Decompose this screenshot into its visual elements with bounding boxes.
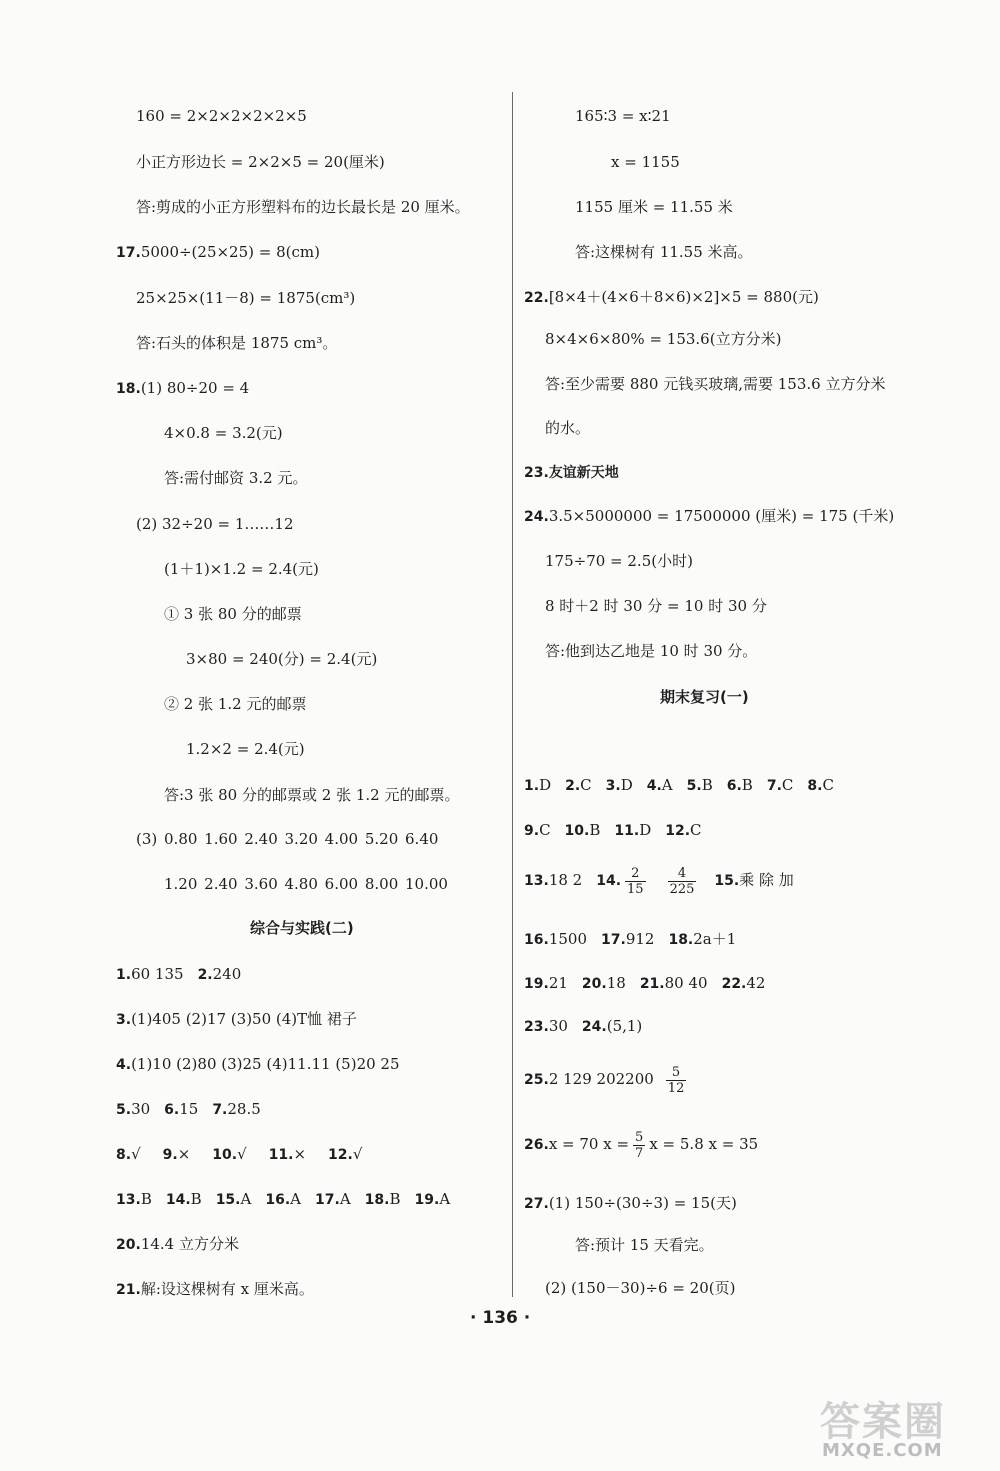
answers-5-7: 5.30 6.15 7.28.5 xyxy=(116,1100,261,1118)
answers-21: 21.解:设这棵树有 x 厘米高。 xyxy=(116,1280,314,1298)
values-row-1: (3) 0.80 1.60 2.40 3.20 4.00 5.20 6.40 xyxy=(136,830,439,848)
answers-1-2: 1.60 135 2.240 xyxy=(116,965,242,983)
answers-13-19: 13.B 14.B 15.A 16.A 17.A 18.B 19.A xyxy=(116,1190,451,1208)
option-2-calc: 1.2×2 = 2.4(元) xyxy=(186,740,305,758)
answer-24: 答:他到达乙地是 10 时 30 分。 xyxy=(545,642,758,660)
option-2: ② 2 张 1.2 元的邮票 xyxy=(164,695,307,713)
answers-25: 25.2 129 202200 $\frac{5}{12}$ xyxy=(524,1064,685,1096)
question-number: 17. xyxy=(116,245,141,261)
answers-4: 4.(1)10 (2)80 (3)25 (4)11.11 (5)20 25 xyxy=(116,1055,400,1073)
values-row-2: 1.20 2.40 3.60 4.80 6.00 8.00 10.00 xyxy=(164,875,448,893)
answers-23-24: 23.30 24.(5,1) xyxy=(524,1017,643,1035)
answer-17: 答:石头的体积是 1875 cm³。 xyxy=(136,334,338,352)
answers-20: 20.14.4 立方分米 xyxy=(116,1235,239,1253)
answers-26: 26.x = 70 x = $\frac{5}{7}$ x = 5.8 x = 35 xyxy=(524,1129,759,1161)
question-number: 18. xyxy=(116,381,141,397)
answer-22-line-1: 答:至少需要 880 元钱买玻璃,需要 153.6 立方分米 xyxy=(545,375,886,393)
watermark-text: 答案圈 xyxy=(820,1399,946,1445)
question-22: 22.[8×4＋(4×6＋8×6)×2]×5 = 880(元) xyxy=(524,288,819,306)
answer-22-line-2: 的水。 xyxy=(545,419,591,437)
answers-13-15: 13.18 2 14. $\frac{2}{15}$ $\frac{4}{225}$ 15.乘 除 加 xyxy=(524,865,794,897)
pages-line: (2) (150－30)÷6 = 20(页) xyxy=(545,1279,736,1297)
answers-27: 27.(1) 150÷(30÷3) = 15(天) xyxy=(524,1194,737,1212)
answer-16: 答:剪成的小正方形塑料布的边长最长是 20 厘米。 xyxy=(136,198,470,216)
solution-line: x = 1155 xyxy=(611,153,680,171)
answer-27-1: 答:预计 15 天看完。 xyxy=(575,1236,714,1254)
volume-line: 25×25×(11－8) = 1875(cm³) xyxy=(136,289,356,307)
answer-18-1: 答:需付邮资 3.2 元。 xyxy=(164,469,308,487)
question-17 xyxy=(116,242,320,263)
postage-line: 4×0.8 = 3.2(元) xyxy=(164,424,283,442)
section-heading-practice-2: 综合与实践(二) xyxy=(250,919,354,937)
fraction: $\frac{5}{12}$ xyxy=(667,1064,685,1096)
watermark-logo xyxy=(820,1400,995,1462)
fraction: $\frac{2}{15}$ xyxy=(627,865,644,897)
question-18 xyxy=(116,378,249,399)
question-17-text: 5000÷(25×25) = 8(cm) xyxy=(140,243,320,261)
time-line: 175÷70 = 2.5(小时) xyxy=(545,552,693,570)
division-remainder-line: (2) 32÷20 = 1……12 xyxy=(136,515,294,533)
option-1-calc: 3×80 = 240(分) = 2.4(元) xyxy=(186,650,378,668)
answers-9-12: 9.C 10.B 11.D 12.C xyxy=(524,821,702,839)
answers-19-22: 19.21 20.18 21.80 40 22.42 xyxy=(524,974,766,992)
fraction: $\frac{4}{225}$ xyxy=(669,865,695,897)
answers-1-8: 1.D 2.C 3.D 4.A 5.B 6.B 7.C 8.C xyxy=(524,776,834,794)
question-23: 23.友谊新天地 xyxy=(524,465,619,481)
answer-21: 答:这棵树有 11.55 米高。 xyxy=(575,243,753,261)
question-24: 24.3.5×5000000 = 17500000 (厘米) = 175 (千米) xyxy=(524,507,895,525)
answers-3: 3.(1)405 (2)17 (3)50 (4)T恤 裙子 xyxy=(116,1010,357,1028)
cost-line: (1＋1)×1.2 = 2.4(元) xyxy=(164,560,319,578)
answers-16-18: 16.1500 17.912 18.2a＋1 xyxy=(524,930,737,948)
answers-8-12: 8.√ 9.× 10.√ 11.× 12.√ xyxy=(116,1145,363,1163)
question-18-text: (1) 80÷20 = 4 xyxy=(140,379,250,397)
column-divider xyxy=(512,92,513,1297)
fraction: $\frac{5}{7}$ xyxy=(635,1129,644,1161)
side-length-line: 小正方形边长 = 2×2×5 = 20(厘米) xyxy=(136,153,385,171)
section-heading-final-review-1: 期末复习(一) xyxy=(660,688,749,706)
arrival-time-line: 8 时＋2 时 30 分 = 10 时 30 分 xyxy=(545,597,767,615)
water-volume-line: 8×4×6×80% = 153.6(立方分米) xyxy=(545,330,782,348)
factorization-line: 160 = 2×2×2×2×2×5 xyxy=(136,107,307,125)
conversion-line: 1155 厘米 = 11.55 米 xyxy=(575,198,733,216)
answer-18-2: 答:3 张 80 分的邮票或 2 张 1.2 元的邮票。 xyxy=(164,786,460,804)
page-number: · 136 · xyxy=(470,1308,531,1328)
proportion-line: 165∶3 = x∶21 xyxy=(575,107,671,125)
watermark-url: MXQE.COM xyxy=(822,1440,943,1461)
option-1: ① 3 张 80 分的邮票 xyxy=(164,605,302,623)
